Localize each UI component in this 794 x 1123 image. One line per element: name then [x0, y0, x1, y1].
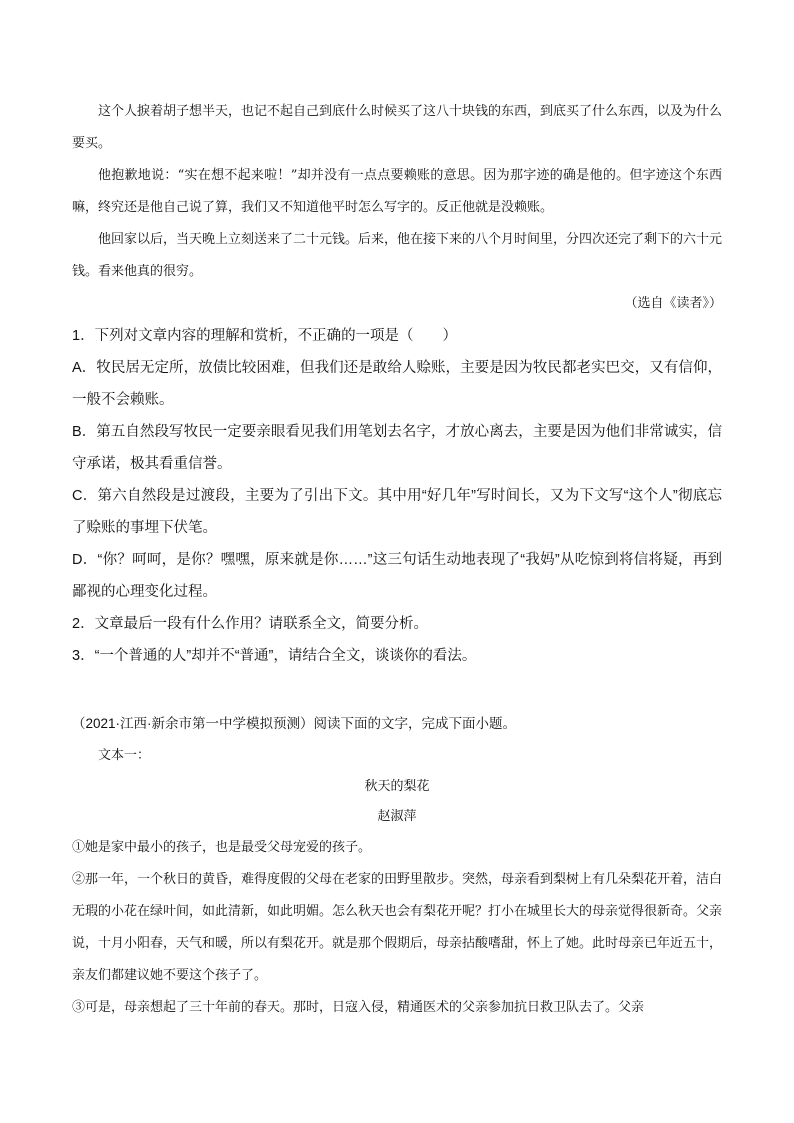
option-a: A．牧民居无定所，放债比较困难，但我们还是敢给人赊账，主要是因为牧民都老实巴交，又有信仰，一般不会赖账。: [72, 360, 722, 408]
article-paragraph-2: ②那一年，一个秋日的黄昏，难得度假的父母在老家的田野里散步。突然，母亲看到梨树上有几朵梨花开着，洁白无瑕的小花在绿叶间，如此清新，如此明媚。怎么秋天也会有梨花开呢？打小在城里长大的母亲觉得很新奇。父亲说，十月小阳春，天气和暖，所以有梨花开。就是那个假期后，母亲拈酸嗜甜，怀上了她。此时母亲已年近五十，亲友们都建议她不要这个孩子了。: [72, 872, 723, 983]
text-label: 文本一：: [98, 748, 151, 763]
story-paragraph-2: 他抱歉地说：“实在想不起来啦！”却并没有一点点要赖账的意思。因为那字迹的确是他的。但字迹这个东西嘛，终究还是他自己说了算，我们又不知道他平时怎么写字的。反正他就是没赖账。: [72, 168, 722, 215]
section-intro: （2021·江西·新余市第一中学模拟预测）阅读下面的文字，完成下面小题。: [72, 716, 517, 731]
option-c: C．第六自然段是过渡段，主要为了引出下文。其中用“好几年”写时间长，又为下文写“这个人”彻底忘了赊账的事埋下伏笔。: [72, 488, 722, 536]
article-paragraph-3: ③可是，母亲想起了三十年前的春天。那时，日寇入侵，精通医术的父亲参加抗日救卫队去了。父亲: [72, 1000, 645, 1015]
story-paragraph-1: 这个人捩着胡子想半天，也记不起自己到底什么时候买了这八十块钱的东西，到底买了什么东西，以及为什么要买。: [72, 104, 723, 151]
document-page: [72, 96, 722, 1024]
article-title: 秋天的梨花: [364, 779, 430, 794]
article-paragraph-1: ①她是家中最小的孩子，也是最受父母宠爱的孩子。: [72, 840, 372, 855]
question-2: 2．文章最后一段有什么作用？请联系全文，简要分析。: [72, 616, 429, 632]
question-3: 3．“一个普通的人”却并不“普通”，请结合全文，谈谈你的看法。: [72, 648, 477, 664]
option-d: D．“你？呵呵，是你？嘿嘿，原来就是你……”这三句话生动地表现了“我妈”从吃惊到将信将疑，再到鄙视的心理变化过程。: [72, 552, 722, 600]
question-1: 1．下列对文章内容的理解和赏析，不正确的一项是（ ）: [72, 328, 458, 344]
article-author: 赵淑萍: [377, 809, 417, 824]
story-source: （选自《读者》）: [624, 296, 722, 311]
option-b: B．第五自然段写牧民一定要亲眼看见我们用笔划去名字，才放心离去，主要是因为他们非常诚实，信守承诺，极其看重信誉。: [72, 424, 722, 472]
story-paragraph-3: 他回家以后，当天晚上立刻送来了二十元钱。后来，他在接下来的八个月时间里，分四次还完了剩下的六十元钱。看来他真的很穷。: [72, 232, 723, 279]
